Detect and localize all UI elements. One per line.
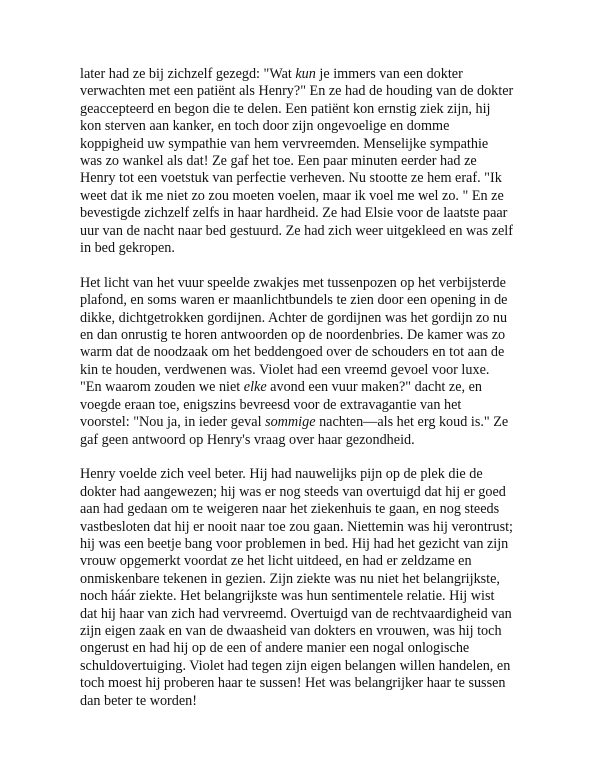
- text-line: [80, 606, 530, 623]
- text-line: [80, 118, 530, 135]
- text-run: vrouw opgemerkt voordat ze het licht uitdeed, en had er zeldzame en: [80, 553, 472, 570]
- text-line: [80, 83, 530, 100]
- text-line: [80, 188, 530, 205]
- paragraph-3: [80, 466, 530, 710]
- text-run: in bed gekropen.: [80, 240, 175, 257]
- text-run: bevestigde zichzelf zelfs in haar hardheid. Ze had Elsie voor de laatste paar: [80, 205, 508, 222]
- text-run: koppigheid uw sympathie van hem vervreemden. Menselijke sympathie: [80, 135, 489, 152]
- italic-text: elke: [243, 379, 267, 396]
- italic-text: kun: [295, 66, 316, 82]
- text-run: dikke, dichtgetrokken gordijnen. Achter de gordijnen was het gordijn zo nu: [80, 309, 508, 326]
- text-run: uur van de nacht naar bed gestuurd. Ze had zich weer uitgekleed en was zelf: [80, 222, 513, 239]
- text-line: [80, 362, 530, 379]
- paragraph-2: [80, 275, 530, 449]
- text-run: "En waarom zouden we niet: [80, 379, 244, 396]
- text-run: Het licht van het vuur speelde zwakjes met tussenpozen op het verbijsterde: [80, 274, 506, 291]
- text-run: voorstel: "Nou ja, in ieder geval: [80, 414, 266, 431]
- text-run: gaf geen antwoord op Henry's vraag over haar gezondheid.: [80, 431, 415, 448]
- text-line: [80, 623, 530, 640]
- text-line: [80, 536, 530, 553]
- text-line: [80, 519, 530, 536]
- text-line: [80, 344, 530, 361]
- text-line: [80, 658, 530, 675]
- text-run: Henry tot een voetstuk van perfectie verheven. Nu stootte ze hem eraf. "Ik: [80, 170, 502, 187]
- text-run: zijn eigen zaak en van de dwaasheid van dokters en vrouwen, was hij toch: [80, 622, 502, 639]
- text-run: ongerust en had hij op de een of andere manier een nogal onlogische: [80, 640, 470, 657]
- text-run: voegde eraan toe, enigszins bevreesd voor de extravagantie van het: [80, 396, 462, 413]
- text-line: [80, 693, 530, 710]
- text-line: [80, 153, 530, 170]
- text-line: [80, 275, 530, 292]
- text-line: [80, 205, 530, 222]
- text-run: dat hij haar van zich had vervreemd. Overtuigd van de rechtvaardigheid van: [80, 605, 512, 622]
- text-run: dokter had aangewezen; hij was er nog steeds van overtuigd dat hij er goed: [80, 483, 506, 500]
- text-run: aan had gedaan om te weigeren naar het ziekenhuis te gaan, en nog steeds: [80, 501, 500, 518]
- text-run: hij was een beetje bang voor problemen in bed. Hij had het gezicht van zijn: [80, 535, 509, 552]
- text-run: warm dat de noodzaak om het beddengoed over de schouders en tot aan de: [80, 344, 505, 361]
- document-page: [80, 66, 530, 727]
- text-line: [80, 640, 530, 657]
- text-line: [80, 292, 530, 309]
- text-run: schuldovertuiging. Violet had tegen zijn eigen belangen willen handelen, en: [80, 657, 511, 674]
- text-run: verwachten met een patiënt als Henry?" En ze had de houding van de dokter: [80, 83, 514, 100]
- text-run: nachten—als het erg koud is." Ze: [315, 414, 509, 431]
- text-line: [80, 501, 530, 518]
- italic-text: sommige: [265, 414, 316, 431]
- text-line: [80, 136, 530, 153]
- text-line: [80, 571, 530, 588]
- text-run: kon sterven aan kanker, en toch door zijn ongevoelige en domme: [80, 118, 450, 135]
- text-line: [80, 432, 530, 449]
- text-run: vastbesloten dat hij er nooit naar toe zou gaan. Niettemin was hij verontrust;: [80, 518, 513, 535]
- text-run: plafond, en soms waren er maanlichtbundels te zien door een opening in de: [80, 292, 508, 309]
- text-line: [80, 466, 530, 483]
- text-line: [80, 170, 530, 187]
- text-line: [80, 397, 530, 414]
- text-run: onmiskenbare tekenen in gezien. Zijn ziekte was nu niet het belangrijkste,: [80, 570, 500, 587]
- text-line: [80, 310, 530, 327]
- text-run: dan beter te worden!: [80, 692, 197, 709]
- text-line: [80, 675, 530, 692]
- text-line: [80, 240, 530, 257]
- text-run: je immers van een dokter: [315, 66, 463, 82]
- text-run: was zo wankel als dat! Ze gaf het toe. Een paar minuten eerder had ze: [80, 153, 477, 170]
- text-run: later had ze bij zichzelf gezegd: "Wat: [80, 66, 296, 82]
- text-run: toch moest hij proberen haar te sussen! Het was belangrijker haar te sussen: [80, 675, 506, 692]
- text-line: [80, 223, 530, 240]
- text-line: [80, 379, 530, 396]
- paragraph-1: [80, 66, 530, 257]
- text-line: [80, 101, 530, 118]
- text-run: Henry voelde zich veel beter. Hij had nauwelijks pijn op de plek die de: [80, 466, 483, 483]
- text-line: [80, 414, 530, 431]
- text-run: kin te houden, verdwenen was. Violet had een vreemd gevoel voor luxe.: [80, 361, 490, 378]
- text-run: noch háár ziekte. Het belangrijkste was hun sentimentele relatie. Hij wist: [80, 588, 495, 605]
- text-line: [80, 327, 530, 344]
- text-line: [80, 553, 530, 570]
- text-run: en dan onrustig te horen antwoorden op de noordenbries. De kamer was zo: [80, 327, 506, 344]
- text-line: [80, 588, 530, 605]
- text-line: [80, 484, 530, 501]
- text-run: avond een vuur maken?" dacht ze, en: [266, 379, 482, 396]
- text-line: [80, 66, 530, 83]
- text-run: geaccepteerd en begon die te delen. Een patiënt kon ernstig ziek zijn, hij: [80, 100, 491, 117]
- text-run: weet dat ik me niet zo zou moeten voelen, maar ik voel me wel zo. " En ze: [80, 187, 504, 204]
